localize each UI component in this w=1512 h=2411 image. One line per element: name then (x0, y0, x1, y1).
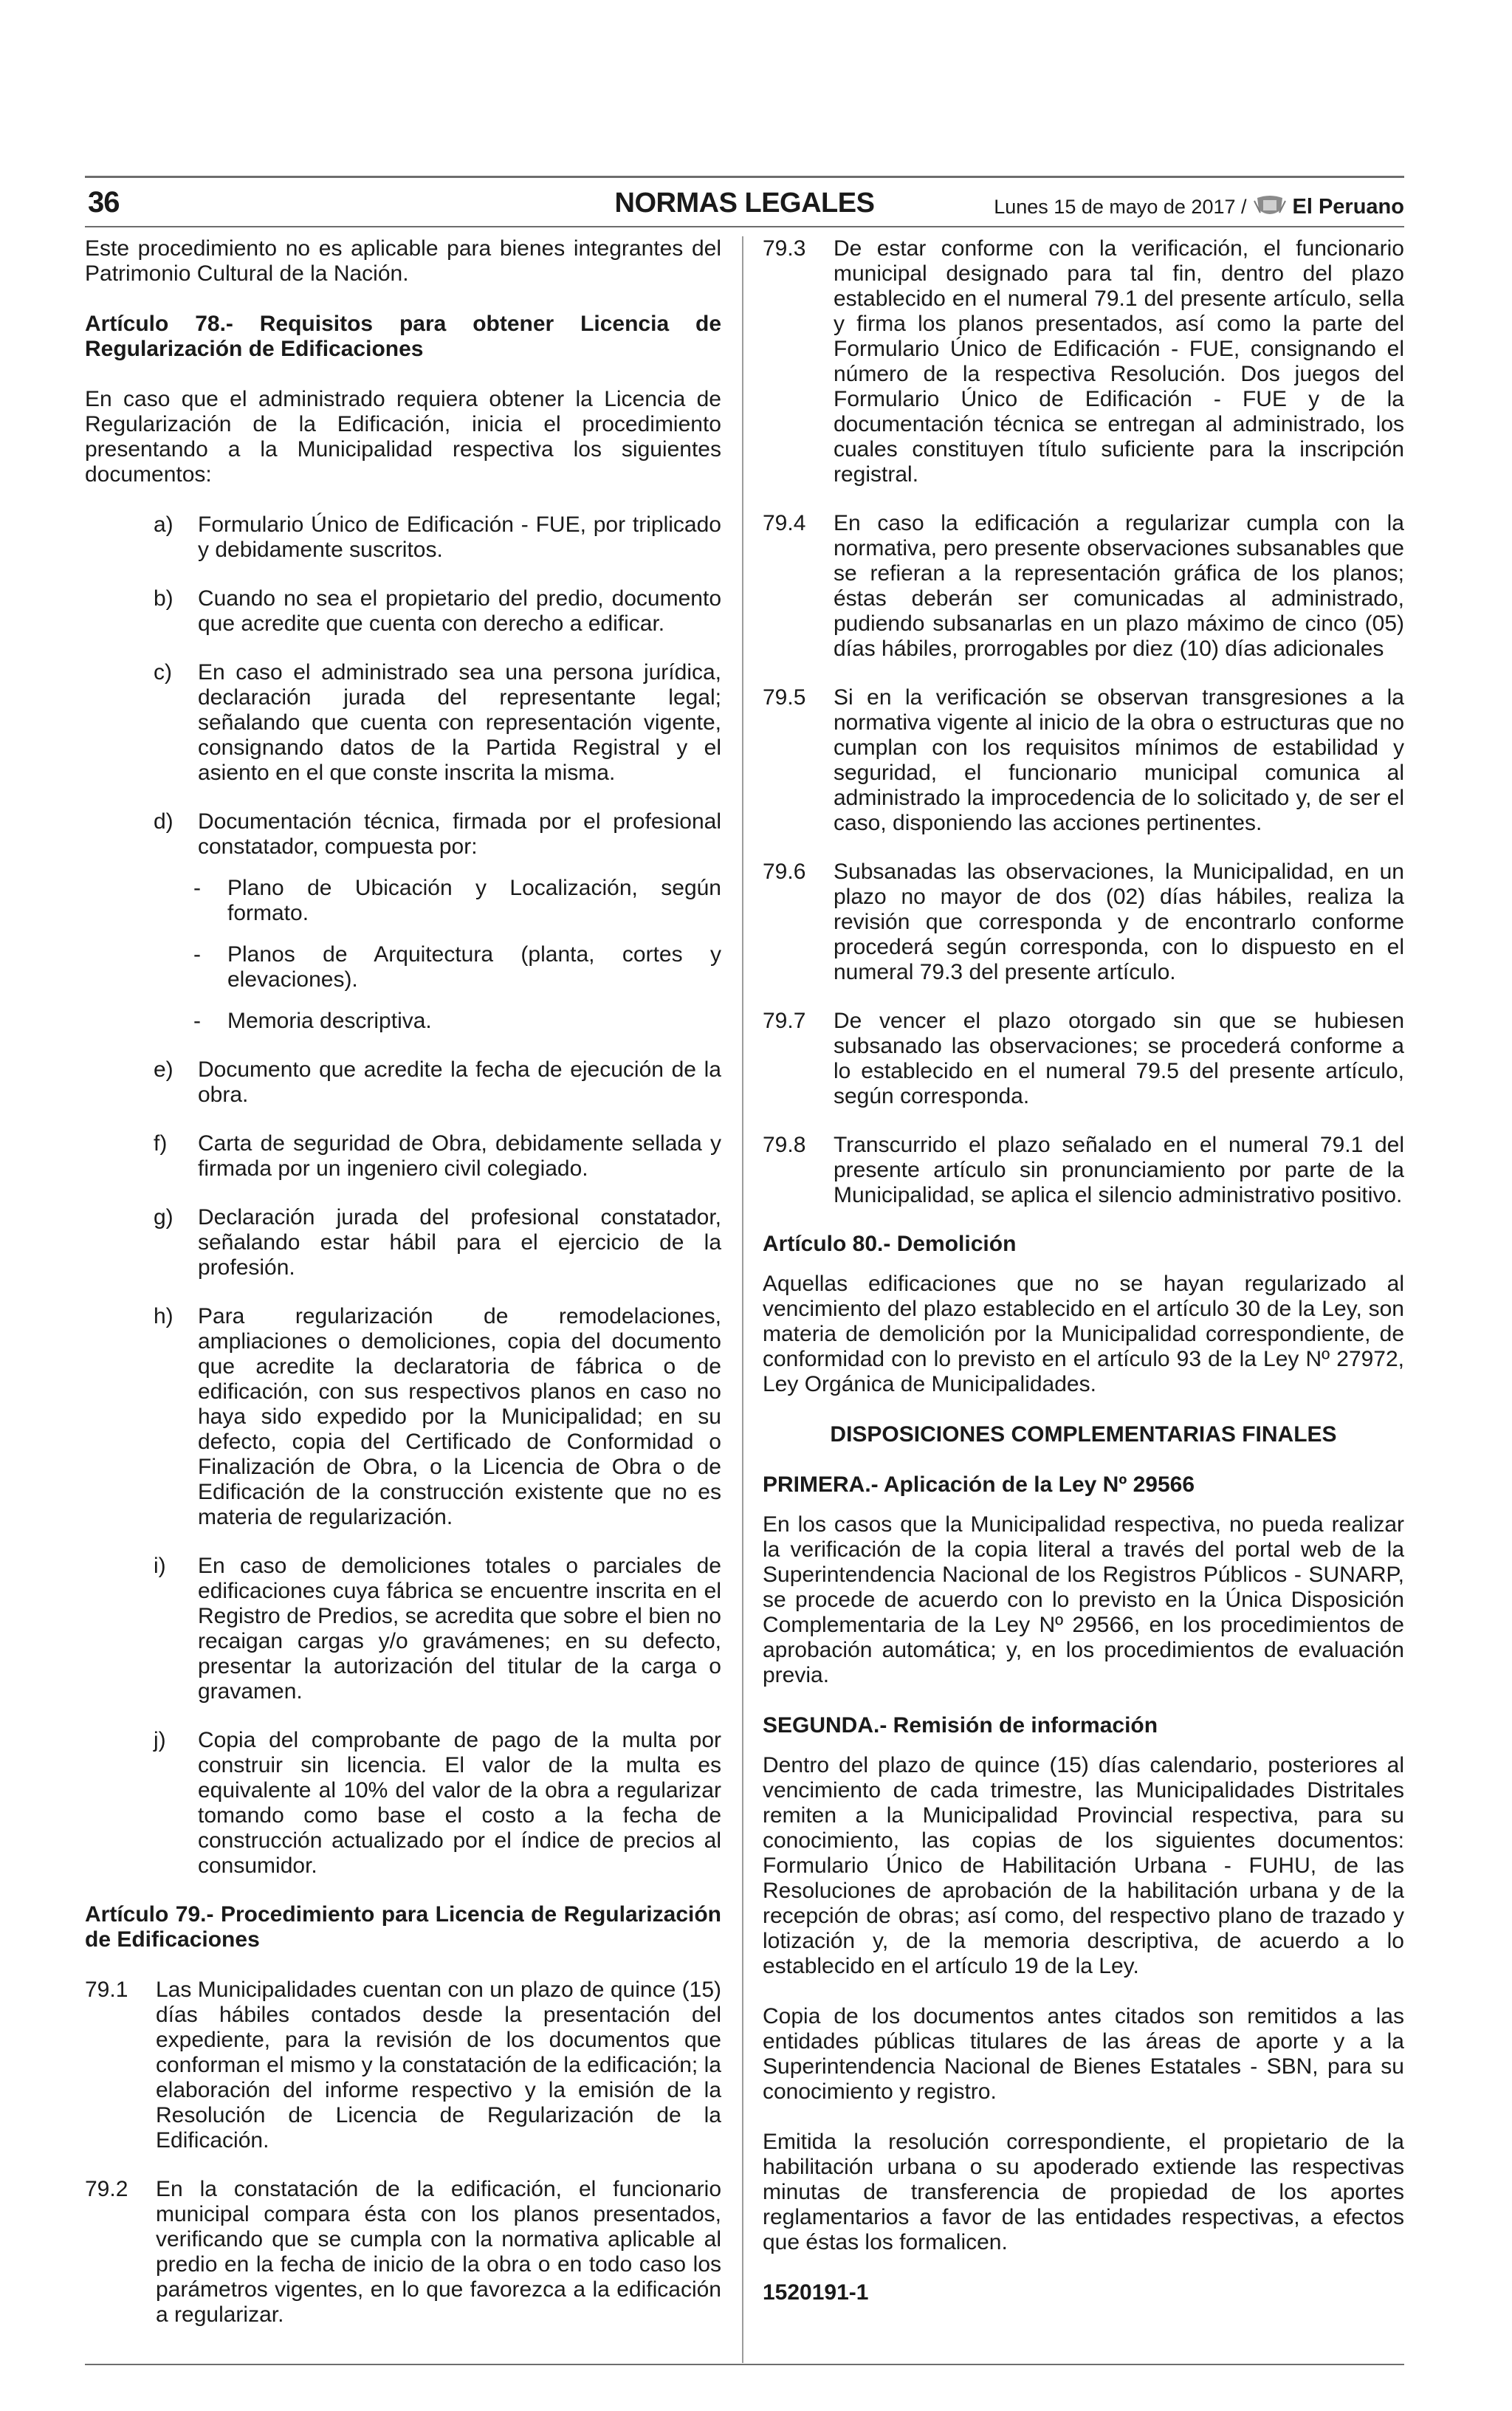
numbered-item (85, 2177, 721, 2328)
sub-item (193, 942, 721, 992)
item-label: b) (154, 586, 173, 611)
coat-of-arms-icon (1253, 193, 1287, 220)
item-text: Cuando no sea el propietario del predio, documento que acredite que cuenta con derecho a edificar. (198, 586, 721, 636)
item-text: Documentación técnica, firmada por el profesional constatador, compuesta por: (198, 809, 721, 859)
list-item (154, 1554, 721, 1704)
list-item (154, 512, 721, 563)
item-text: De vencer el plazo otorgado sin que se hubiesen subsanado las observaciones; se procederá conforme a lo establecido en el numeral 79.5 del presente artículo, según corresponda. (834, 1009, 1404, 1108)
section-title: NORMAS LEGALES (614, 188, 875, 219)
item-label: i) (154, 1554, 166, 1578)
item-text: Copia del comprobante de pago de la multa por construir sin licencia. El valor de la multa es equivalente al 10% del valor de la obra a regularizar tomando como base el costo a la fecha de construcción actualizado por el índice de precios al consumidor. (198, 1728, 721, 1878)
item-number: 79.4 (763, 511, 806, 535)
sub-item-text: Memoria descriptiva. (227, 1009, 432, 1033)
item-number: 79.2 (85, 2177, 128, 2201)
item-number: 79.1 (85, 1978, 128, 2002)
header-right (994, 193, 1404, 220)
article-80-text: Aquellas edificaciones que no se hayan regularizado al vencimiento del plazo establecido en el artículo 30 de la Ley, son materia de demolición por la Municipalidad correspondiente, de conformidad con lo previsto en el artículo 93 de la Ley Nº 27972, Ley Orgánica de Municipalidades. (763, 1272, 1404, 1396)
right-column (763, 236, 1404, 2331)
numbered-item (763, 1009, 1404, 1109)
newspaper-brand: El Peruano (1292, 194, 1404, 219)
item-text: Documento que acredite la fecha de ejecución de la obra. (198, 1057, 721, 1107)
page-number: 36 (88, 186, 120, 219)
intro-paragraph: Este procedimiento no es aplicable para bienes integrantes del Patrimonio Cultural de la Nación. (85, 236, 721, 286)
bottom-rule (85, 2364, 1404, 2365)
primera-title: PRIMERA.- Aplicación de la Ley Nº 29566 (763, 1472, 1195, 1497)
top-rule (85, 176, 1404, 178)
numbered-item (763, 511, 1404, 662)
item-number: 79.7 (763, 1009, 806, 1033)
item-label: a) (154, 512, 173, 537)
segunda-title: SEGUNDA.- Remisión de información (763, 1713, 1158, 1738)
numbered-item (763, 236, 1404, 487)
item-text: En caso el administrado sea una persona jurídica, declaración jurada del representante legal; señalando que cuenta con representación vigente, consignando datos de la Partida Registral y el asiento en el que conste inscrita la misma. (198, 660, 721, 785)
numbered-item (763, 1133, 1404, 1208)
article-78-title: Artículo 78.- Requisitos para obtener Licencia de Regularización de Edificaciones (85, 312, 721, 361)
item-label: h) (154, 1304, 173, 1328)
item-label: f) (154, 1131, 168, 1156)
numbered-item (763, 860, 1404, 985)
item-label: g) (154, 1205, 173, 1229)
list-item (154, 660, 721, 786)
document-code: 1520191-1 (763, 2280, 869, 2305)
list-item (154, 1728, 721, 1879)
sub-item-text: Planos de Arquitectura (planta, cortes y elevaciones). (227, 942, 721, 992)
primera-text: En los casos que la Municipalidad respectiva, no pueda realizar la verificación de la copia literal a través del portal web de la Superintendencia Nacional de los Registros Públicos - SUNARP, se procede de acuerdo con lo previsto en la Única Disposición Complementaria de la Ley Nº 29566, en los procedimientos de aprobación automática; y, en los procedimientos de evaluación previa. (763, 1512, 1404, 1687)
numbered-item (85, 1978, 721, 2153)
article-79-title: Artículo 79.- Procedimiento para Licencia de Regularización de Edificaciones (85, 1902, 721, 1952)
sub-item (193, 876, 721, 926)
item-text: Para regularización de remodelaciones, ampliaciones o demoliciones, copia del documento que acredite la declaratoria de fábrica o de edificación, con sus respectivos planos en caso no haya sido expedido por la Municipalidad; en su defecto, copia del Certificado de Conformidad o Finalización de Obra, o la Licencia de Obra o de Edificación de la construcción existente que no es materia de regularización. (198, 1304, 721, 1529)
numbered-item (763, 685, 1404, 836)
item-number: 79.6 (763, 860, 806, 884)
list-item (154, 809, 721, 860)
article-78-intro: En caso que el administrado requiera obtener la Licencia de Regularización de la Edificación, inicia el procedimiento presentando a la Municipalidad respectiva los siguientes documentos: (85, 387, 721, 487)
item-text: Si en la verificación se observan transgresiones a la normativa vigente al inicio de la obra o estructuras que no cumplan con los requisitos mínimos de estabilidad y seguridad, el funcionario municipal comunica al administrado la improcedencia de lo solicitado y, de ser el caso, disponiendo las acciones pertinentes. (834, 685, 1404, 835)
item-text: En caso la edificación a regularizar cumpla con la normativa, pero presente observaciones subsanables que se refieran a la representación gráfica de los planos; éstas deberán ser comunicadas al administrado, pudiendo subsanarlas en un plazo máximo de cinco (05) días hábiles, prorrogables por diez (10) días adicionales (834, 511, 1404, 661)
segunda-paragraph: Copia de los documentos antes citados son remitidos a las entidades públicas titulares de las áreas de aporte y a la Superintendencia Nacional de Bienes Estatales - SBN, para su conocimiento y registro. (763, 2004, 1404, 2104)
list-item (154, 1131, 721, 1182)
header-rule (85, 226, 1404, 227)
left-column (85, 236, 721, 2351)
column-divider (742, 236, 743, 2363)
item-text: De estar conforme con la verificación, el funcionario municipal designado para tal fin, dentro del plazo establecido en el numeral 79.1 del presente artículo, sella y firma los planos presentados, así como la parte del Formulario Único de Edificación - FUE, consignando el número de la respectiva Resolución. Dos juegos del Formulario Único de Edificación - FUE y de la documentación técnica se entregan al administrado, los cuales constituyen título suficiente para la inscripción registral. (834, 236, 1404, 487)
dispositions-heading: DISPOSICIONES COMPLEMENTARIAS FINALES (830, 1422, 1337, 1447)
list-item (154, 1304, 721, 1530)
item-label: c) (154, 660, 172, 685)
item-text: En la constatación de la edificación, el funcionario municipal compara ésta con los planos presentados, verificando que se cumpla con la normativa aplicable al predio en la fecha de inicio de la obra o en todo caso los parámetros vigentes, en lo que favorezca a la edificación a regularizar. (156, 2177, 721, 2327)
sub-item-bullet: - (193, 876, 201, 900)
sub-item-text: Plano de Ubicación y Localización, según formato. (227, 876, 721, 925)
sub-item-bullet: - (193, 1009, 201, 1033)
item-text: Transcurrido el plazo señalado en el numeral 79.1 del presente artículo sin pronunciamiento por parte de la Municipalidad, se aplica el silencio administrativo positivo. (834, 1133, 1404, 1207)
issue-date: Lunes 15 de mayo de 2017 / (994, 195, 1247, 218)
item-label: e) (154, 1057, 173, 1082)
sub-item-bullet: - (193, 942, 201, 967)
item-number: 79.8 (763, 1133, 806, 1157)
sub-item (193, 1009, 721, 1034)
item-text: En caso de demoliciones totales o parciales de edificaciones cuya fábrica se encuentre inscrita en el Registro de Predios, se acredita que sobre el bien no recaigan cargas y/o gravámenes; en su defecto, presentar la autorización del titular de la carga o gravamen. (198, 1554, 721, 1704)
item-label: j) (154, 1728, 166, 1752)
list-item (154, 1057, 721, 1108)
segunda-paragraph: Dentro del plazo de quince (15) días calendario, posteriores al vencimiento de cada trimestre, las Municipalidades Distritales remiten a la Municipalidad Provincial respectiva, para su conocimiento, las copias de los siguientes documentos: Formulario Único de Habilitación Urbana - FUHU, de las Resoluciones de aprobación de la habilitación urbana y de la recepción de obras; así como, del respectivo plano de trazado y lotización y, de la memoria descriptiva, de acuerdo a lo establecido en el artículo 19 de la Ley. (763, 1753, 1404, 1978)
item-text: Subsanadas las observaciones, la Municipalidad, en un plazo no mayor de dos (02) días hábiles, realiza la revisión que corresponda y de encontrarlo conforme procederá según corresponda, con lo dispuesto en el numeral 79.3 del presente artículo. (834, 860, 1404, 984)
list-item (154, 1205, 721, 1280)
item-label: d) (154, 809, 173, 834)
article-80-title: Artículo 80.- Demolición (763, 1232, 1017, 1256)
item-text: Declaración jurada del profesional constatador, señalando estar hábil para el ejercicio de la profesión. (198, 1205, 721, 1280)
page-header (85, 186, 1404, 222)
item-text: Carta de seguridad de Obra, debidamente sellada y firmada por un ingeniero civil colegiado. (198, 1131, 721, 1181)
list-item (154, 586, 721, 637)
segunda-paragraph: Emitida la resolución correspondiente, el propietario de la habilitación urbana o su apoderado extiende las respectivas minutas de transferencia de propiedad de los aportes reglamentarios a favor de las entidades respectivas, a efectos que éstas los formalicen. (763, 2130, 1404, 2254)
item-text: Las Municipalidades cuentan con un plazo de quince (15) días hábiles contados desde la presentación del expediente, para la revisión de los documentos que conforman el mismo y la constatación de la edificación; la elaboración del informe respectivo y la emisión de la Resolución de Licencia de Regularización de la Edificación. (156, 1978, 721, 2153)
item-text: Formulario Único de Edificación - FUE, por triplicado y debidamente suscritos. (198, 512, 721, 562)
item-number: 79.5 (763, 685, 806, 710)
item-number: 79.3 (763, 236, 806, 261)
